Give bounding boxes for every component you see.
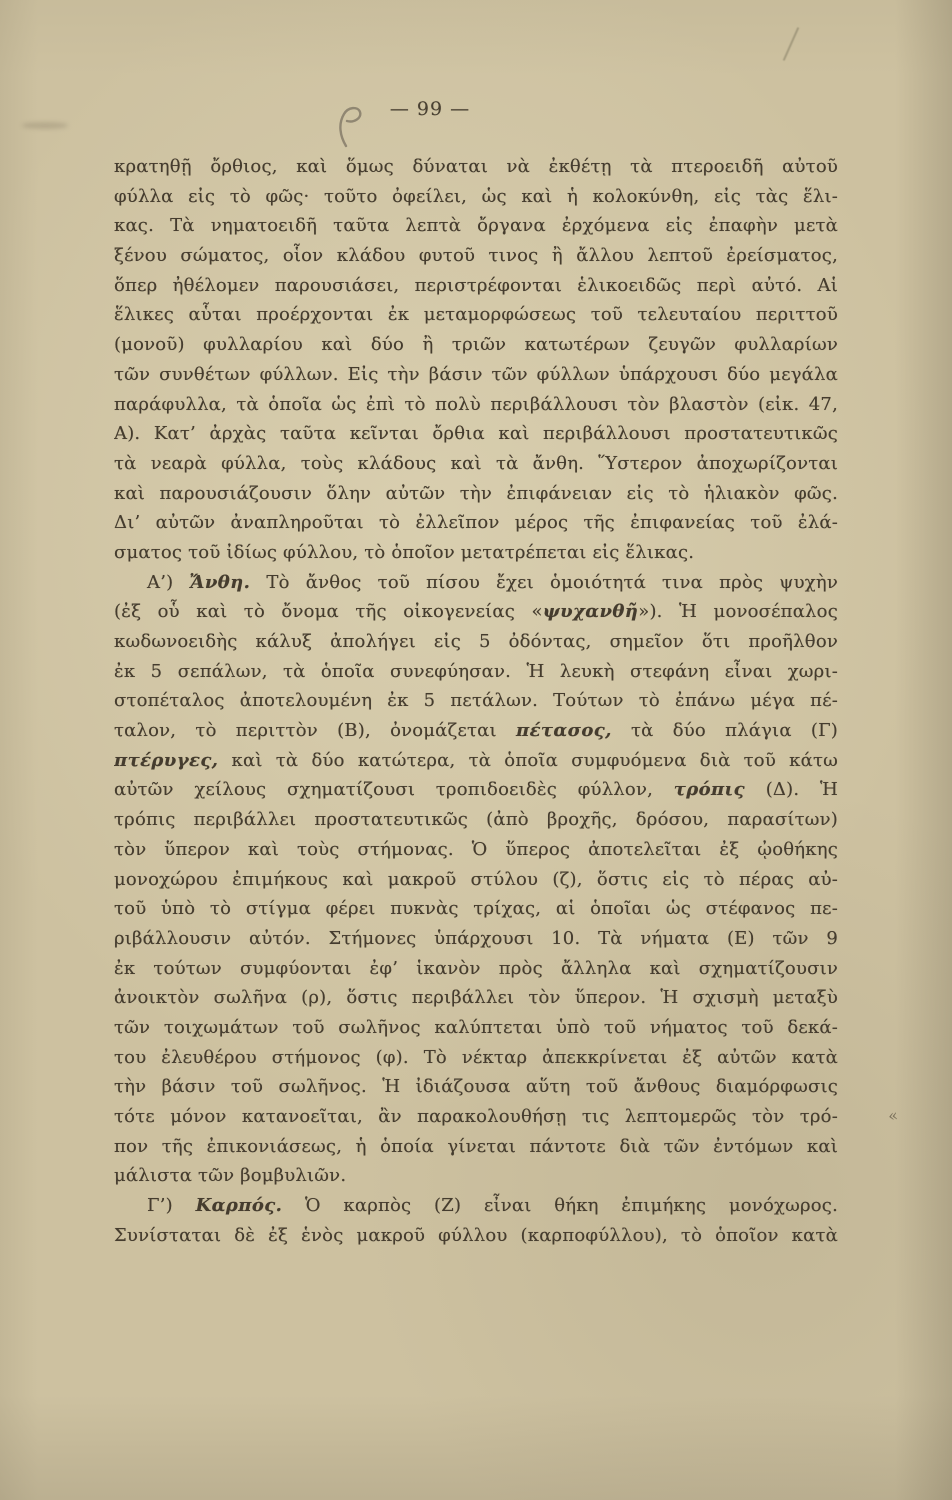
key-term: Καρπός. [195,1195,283,1217]
text-segment: σματος τοῦ ἰδίως φύλλου, τὸ ὁποῖον μετατρέπεται εἰς ἕλικας. [114,541,695,563]
key-term: πέτασος, [516,720,612,742]
text-segment: ὅπερ ἠθέλομεν παρουσιάσει, περιστρέφονται ἑλικοειδῶς περὶ αὐτό. Αἱ [114,274,838,296]
text-segment: (μονοῦ) φυλλαρίου καὶ δύο ἢ τριῶν κατωτέρων ζευγῶν φυλλαρίων [114,334,838,356]
key-term: τρόπις [673,779,746,801]
text-segment: ταλον, τὸ περιττὸν (Β), ὀνομάζεται [114,720,516,742]
text-line [114,449,838,479]
text-segment: Δι’ αὐτῶν ἀναπληροῦται τὸ ἐλλεῖπον μέρος τῆς ἐπιφανείας τοῦ ἐλά- [114,512,838,534]
text-line [114,211,838,241]
text-segment: Γ’) [147,1195,196,1217]
page-number: — 99 — [389,98,471,120]
text-line [114,924,838,954]
text-segment: ἐκ 5 σεπάλων, τὰ ὁποῖα συνεφύησαν. Ἡ λευκὴ στεφάνη εἶναι χωρι- [114,660,838,682]
text-segment: φύλλα εἰς τὸ φῶς· τοῦτο ὀφείλει, ὡς καὶ ἡ κολοκύνθη, εἰς τὰς ἕλι- [114,185,838,207]
text-segment: ξένου σώματος, οἷον κλάδου φυτοῦ τινος ἢ ἄλλου λεπτοῦ ἐρείσματος, [114,245,838,267]
text-line [114,894,838,924]
margin-mark-artifact: « [886,1105,900,1126]
text-segment: ριβάλλουσιν αὐτόν. Στήμονες ὑπάρχουσι 10. Τὰ νήματα (Ε) τῶν 9 [114,927,838,949]
text-segment: κρατηθῇ ὄρθιος, καὶ ὅμως δύναται νὰ ἐκθέτῃ τὰ πτεροειδῆ αὐτοῦ [114,156,838,177]
text-segment: (Δ). Ἡ [745,779,838,801]
text-segment: »). Ἡ μονοσέπαλος [638,601,838,623]
text-line [114,508,838,538]
text-line [114,983,838,1013]
text-segment: Ὁ καρπὸς (Ζ) εἶναι θήκη ἐπιμήκης μονόχωρος. [282,1195,838,1217]
key-term: ψυχανθῆ [542,601,639,623]
text-segment: ἀνοικτὸν σωλῆνα (ρ), ὅστις περιβάλλει τὸν ὕπερον. Ἡ σχισμὴ μεταξὺ [114,987,838,1009]
text-segment: τὸν ὕπερον καὶ τοὺς στήμονας. Ὁ ὕπερος ἀποτελεῖται ἐξ ᾠοθήκης [114,838,838,860]
text-segment: τρόπις περιβάλλει προστατευτικῶς (ἀπὸ βροχῆς, δρόσου, παρασίτων) [114,809,838,831]
text-line [114,271,838,301]
text-segment: ἕλικες αὗται προέρχονται ἐκ μεταμορφώσεως τοῦ τελευταίου περιττοῦ [114,304,838,326]
text-line [114,419,838,449]
text-segment: του ἐλευθέρου στήμονος (φ). Τὸ νέκταρ ἀπεκκρίνεται ἐξ αὐτῶν κατὰ [114,1046,838,1068]
text-segment: τῶν τοιχωμάτων τοῦ σωλῆνος καλύπτεται ὑπὸ τοῦ νήματος τοῦ δεκά- [114,1016,838,1038]
text-line [114,152,838,182]
text-segment: καὶ παρουσιάζουσιν ὅλην αὐτῶν τὴν ἐπιφάνειαν εἰς τὸ ἡλιακὸν φῶς. [114,482,838,504]
text-segment: κωδωνοειδὴς κάλυξ ἀπολήγει εἰς 5 ὀδόντας, σημεῖον ὅτι προῆλθον [114,631,838,652]
text-line [114,627,838,657]
text-segment: μάλιστα τῶν βομβυλιῶν. [114,1165,347,1187]
text-line [114,182,838,212]
text-line [114,686,838,716]
text-segment: κας. Τὰ νηματοειδῆ ταῦτα λεπτὰ ὄργανα ἐρχόμενα εἰς ἐπαφὴν μετὰ [114,215,838,237]
text-line [114,360,838,390]
text-segment: τὰ νεαρὰ φύλλα, τοὺς κλάδους καὶ τὰ ἄνθη. Ὕστερον ἀποχωρίζονται [114,452,838,474]
pencil-squiggle-artifact [332,102,372,150]
text-segment: παράφυλλα, τὰ ὁποῖα ὡς ἐπὶ τὸ πολὺ περιβάλλουσι τὸν βλαστὸν (εἰκ. 47, [114,393,838,415]
text-line [114,1191,838,1221]
text-line [114,300,838,330]
text-line [114,1221,838,1251]
text-line [114,835,838,865]
key-term: πτέρυγες, [114,749,219,771]
text-block [114,152,838,1250]
key-term: Ἄνθη. [189,571,251,593]
text-line [114,865,838,895]
text-line [114,1072,838,1102]
scan-stroke-artifact [783,27,799,61]
text-segment: τῶν συνθέτων φύλλων. Εἰς τὴν βάσιν τῶν φύλλων ὑπάρχουσι δύο μεγάλα [114,363,838,385]
text-segment: αὐτῶν χείλους σχηματίζουσι τροπιδοειδὲς φύλλον, [114,779,674,801]
text-line [114,568,838,598]
text-line [114,479,838,509]
text-line [114,390,838,420]
text-segment: Α). Κατ’ ἀρχὰς ταῦτα κεῖνται ὄρθια καὶ περιβάλλουσι προστατευτικῶς [114,423,838,445]
text-line [114,597,838,627]
text-segment: τοῦ ὑπὸ τὸ στίγμα φέρει πυκνὰς τρίχας, αἱ ὁποῖαι ὡς στέφανος πε- [114,898,838,920]
text-segment: τὴν βάσιν τοῦ σωλῆνος. Ἡ ἰδιάζουσα αὕτη τοῦ ἄνθους διαμόρφωσις [114,1076,838,1098]
text-line [114,805,838,835]
text-segment: Συνίσταται δὲ ἐξ ἑνὸς μακροῦ φύλλου (καρποφύλλου), τὸ ὁποῖον κατὰ [114,1224,838,1246]
text-segment: (ἐξ οὗ καὶ τὸ ὄνομα τῆς οἰκογενείας « [114,601,543,623]
text-line [114,1043,838,1073]
text-line [114,716,838,746]
text-line [114,1013,838,1043]
text-line [114,241,838,271]
text-line [114,1132,838,1162]
scan-smudge-artifact [22,122,68,129]
text-segment: Τὸ ἄνθος τοῦ πίσου ἔχει ὁμοιότητά τινα πρὸς ψυχὴν [250,571,838,593]
text-segment: καὶ τὰ δύο κατώτερα, τὰ ὁποῖα συμφυόμενα διὰ τοῦ κάτω [218,749,838,771]
text-segment: στοπέταλος ἀποτελουμένη ἐκ 5 πετάλων. Τούτων τὸ ἐπάνω μέγα πέ- [114,690,838,712]
text-segment: πον τῆς ἐπικονιάσεως, ἡ ὁποία γίνεται πάντοτε διὰ τῶν ἐντόμων καὶ [114,1135,838,1157]
text-line [114,746,838,776]
text-segment: μονοχώρου ἐπιμήκους καὶ μακροῦ στύλου (ζ), ὅστις εἰς τὸ πέρας αὐ- [114,868,838,890]
text-line [114,954,838,984]
text-segment: τὰ δύο πλάγια (Γ) [611,720,838,742]
text-line [114,330,838,360]
text-line [114,775,838,805]
text-line [114,657,838,687]
text-line [114,1102,838,1132]
text-line [114,1161,838,1191]
text-segment: ἐκ τούτων συμφύονται ἐφ’ ἱκανὸν πρὸς ἄλληλα καὶ σχηματίζουσιν [114,957,838,979]
text-segment: τότε μόνον κατανοεῖται, ἂν παρακολουθήσῃ τις λεπτομερῶς τὸν τρό- [114,1106,838,1127]
text-segment: Α’) [147,571,190,593]
text-line [114,538,838,568]
